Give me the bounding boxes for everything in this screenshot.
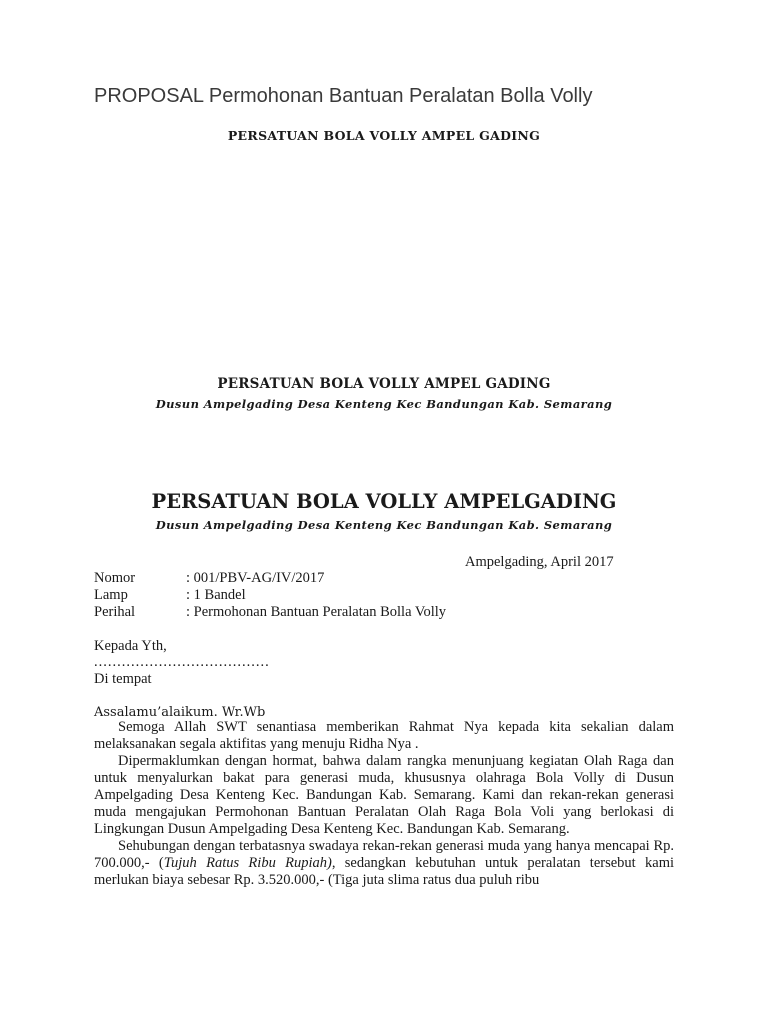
recipient-greeting: Kepada Yth,	[94, 638, 167, 654]
letterhead-address: Dusun Ampelgading Desa Kenteng Kec Bandungan Kab. Semarang	[155, 518, 613, 532]
field-value-lamp: : 1 Bandel	[186, 587, 246, 603]
cover-address: Dusun Ampelgading Desa Kenteng Kec Bandungan Kab. Semarang	[155, 397, 613, 411]
paragraph-2: Dipermaklumkan dengan hormat, bahwa dalam rangka menunjuang kegiatan Olah Raga dan untuk menyalurkan bakat para generasi muda, khususnya olahraga Bola Volly di Dusun Ampelgading Desa Kenteng Kec. Bandungan Kab. Semarang. Kami dan rekan-rekan generasi muda mengajukan Permohonan Bantuan Peralatan Olah Raga Bola Voli yang berlokasi di Lingkungan Dusun Ampelgading Desa Kenteng Kec. Bandungan Kab. Semarang.	[94, 753, 674, 837]
salam-opening: Assalamu’alaikum. Wr.Wb	[94, 705, 266, 720]
field-value-perihal: : Permohonan Bantuan Peralatan Bolla Volly	[186, 604, 447, 620]
page-title: PROPOSAL Permohonan Bantuan Peralatan Bolla Volly	[94, 85, 593, 107]
field-value-nomor: : 001/PBV-AG/IV/2017	[186, 570, 325, 586]
paragraph-3-part-b: , sedangkan kebutuhan untuk peralatan tersebut kami merlukan biaya sebesar Rp. 3.520.000,- (Tiga juta slima ratus dua puluh ribu	[94, 855, 674, 888]
paragraph-3-part-a: Sehubungan dengan terbatasnya swadaya rekan-rekan generasi muda yang hanya mencapai Rp. 700.000,- (	[94, 838, 674, 871]
paragraph-3-italic: Tujuh Ratus Ribu Rupiah)	[163, 855, 332, 871]
letter-date: Ampelgading, April 2017	[465, 554, 614, 570]
letter-body	[94, 719, 674, 889]
recipient-place: Di tempat	[94, 671, 152, 687]
field-label-lamp: Lamp	[94, 587, 128, 603]
paragraph-1: Semoga Allah SWT senantiasa memberikan Rahmat Nya kepada kita sekalian dalam melaksanakan segala aktifitas yang menuju Ridha Nya .	[94, 719, 674, 752]
field-label-perihal: Perihal	[94, 604, 136, 620]
paragraph-3	[94, 838, 674, 889]
field-label-nomor: Nomor	[94, 570, 136, 586]
letterhead-org-name: PERSATUAN BOLA VOLLY AMPELGADING	[151, 490, 617, 513]
recipient-blank: ......................................	[94, 654, 270, 670]
org-heading-top: PERSATUAN BOLA VOLLY AMPEL GADING	[227, 128, 541, 143]
cover-org-name: PERSATUAN BOLA VOLLY AMPEL GADING	[217, 376, 551, 392]
